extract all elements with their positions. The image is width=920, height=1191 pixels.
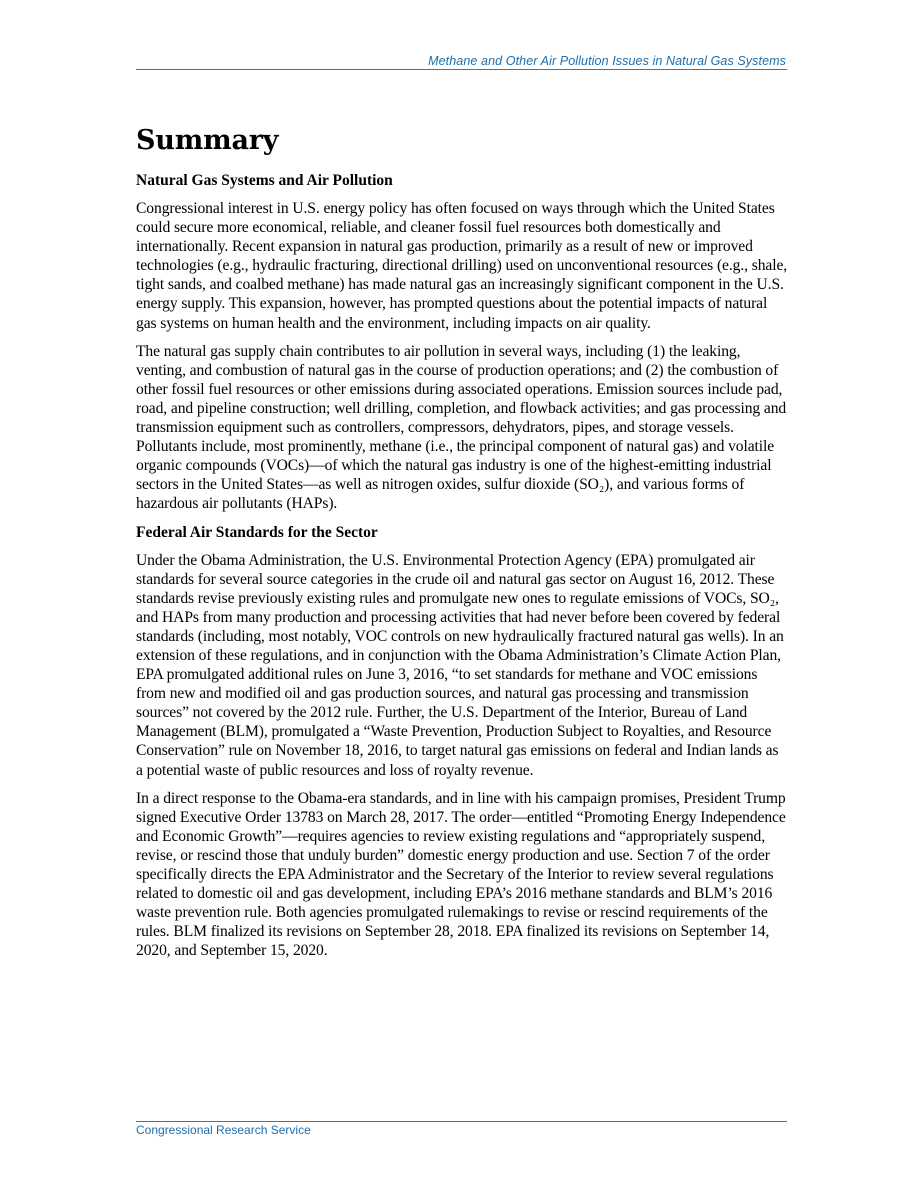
paragraph: Under the Obama Administration, the U.S. Environmental Protection Agency (EPA) promulgated air standards for several source categories in the crude oil and natural gas sector on August 16, 2012. These standards revise previously existing rules and promulgate new ones to regulate emissions of VOCs, SO₂, and HAPs from many production and processing activities that had never before been covered by federal standards (including, most notably, VOC controls on new hydraulically fractured natural gas wells). In an extension of these regulations, and in conjunction with the Obama Administration’s Climate Action Plan, EPA promulgated additional rules on June 3, 2016, “to set standards for methane and VOC emissions from new and modified oil and gas production sources, and natural gas processing and transmission sources” not covered by the 2012 rule. Further, the U.S. Department of the Interior, Bureau of Land Management (BLM), promulgated a “Waste Prevention, Production Subject to Royalties, and Resource Conservation” rule on November 18, 2016, to target natural gas emissions on federal and Indian lands as a potential waste of public resources and loss of royalty revenue. (136, 551, 784, 779)
paragraph: In a direct response to the Obama-era standards, and in line with his campaign promises, President Trump signed Executive Order 13783 on March 28, 2017. The order—entitled “Promoting Energy Independence and Economic Growth”—requires agencies to review existing regulations and “appropriately suspend, revise, or rescind those that unduly burden” domestic energy production and use. Section 7 of the order specifically directs the EPA Administrator and the Secretary of the Interior to review several regulations related to domestic oil and gas development, including EPA’s 2016 methane standards and BLM’s 2016 waste prevention rule. Both agencies promulgated rulemakings to revise or rescind requirements of the rules. BLM finalized its revisions on September 28, 2018. EPA finalized its revisions on September 14, 2020, and September 15, 2020. (136, 789, 786, 960)
page-title: Summary (136, 125, 279, 156)
header-rule (136, 69, 787, 70)
paragraph: Congressional interest in U.S. energy policy has often focused on ways through which the United States could secure more economical, reliable, and cleaner fossil fuel resources both domestically and internationally. Recent expansion in natural gas production, primarily as a result of new or improved technologies (e.g., hydraulic fracturing, directional drilling) used on unconventional resources (e.g., shale, tight sands, and coalbed methane) has made natural gas an increasingly significant component in the U.S. energy supply. This expansion, however, has prompted questions about the potential impacts of natural gas systems on human health and the environment, including impacts on air quality. (136, 200, 788, 332)
running-title: Methane and Other Air Pollution Issues in Natural Gas Systems (428, 54, 786, 68)
footer-rule (136, 1121, 787, 1122)
footer-publisher: Congressional Research Service (136, 1123, 311, 1137)
paragraph: The natural gas supply chain contributes to air pollution in several ways, including (1) the leaking, venting, and combustion of natural gas in the course of production operations; and (2) the combustion of other fossil fuel resources or other emissions during associated operations. Emission sources include pad, road, and pipeline construction; well drilling, completion, and flowback activities; and gas processing and transmission equipment such as controllers, compressors, dehydrators, pipes, and storage vessels. Pollutants include, most prominently, methane (i.e., the principal component of natural gas) and volatile organic compounds (VOCs)—of which the natural gas industry is one of the highest-emitting industrial sectors in the United States—as well as nitrogen oxides, sulfur dioxide (SO₂), and various forms of hazardous air pollutants (HAPs). (136, 342, 787, 513)
section-heading: Federal Air Standards for the Sector (136, 523, 378, 541)
section-heading: Natural Gas Systems and Air Pollution (136, 172, 393, 189)
main-content (136, 124, 788, 969)
